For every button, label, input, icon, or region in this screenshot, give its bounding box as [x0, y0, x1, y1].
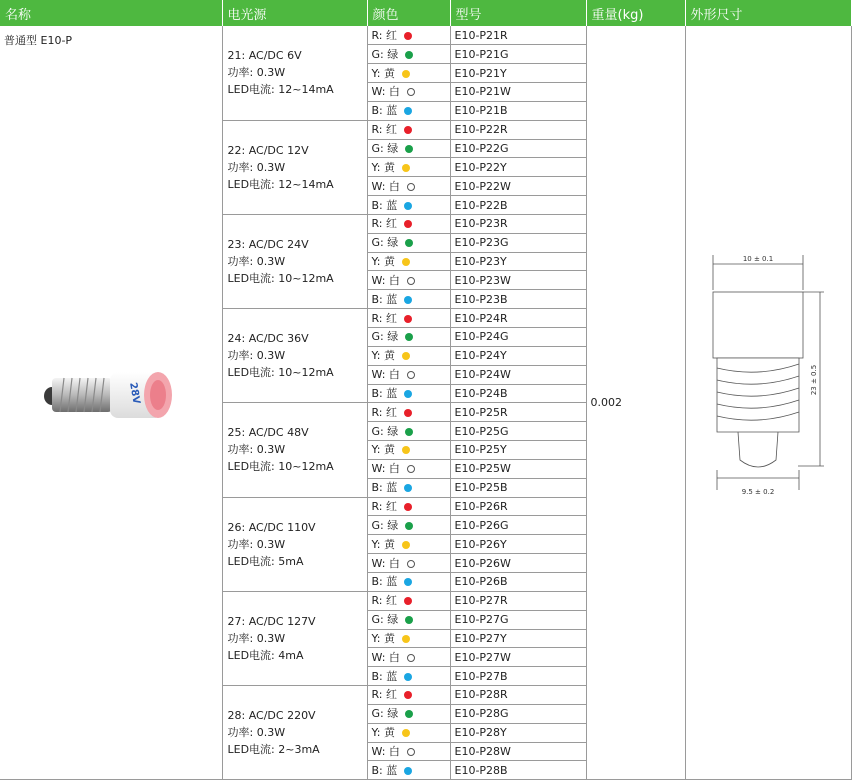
color-cell [367, 648, 450, 667]
dim-width-bottom: 9.5 ± 0.2 [741, 488, 775, 496]
color-dot-icon [405, 522, 413, 530]
model-number: E10-P28Y [450, 723, 586, 742]
color-label: R: 红 [371, 405, 398, 419]
color-cell [367, 309, 450, 328]
color-dot-icon [405, 51, 413, 59]
model-number: E10-P22B [450, 196, 586, 215]
model-number: E10-P26Y [450, 535, 586, 554]
color-cell [367, 704, 450, 723]
color-dot-icon [407, 88, 415, 96]
product-name: 普通型 E10-P [4, 34, 73, 47]
color-label: B: 蓝 [371, 669, 398, 683]
color-label: G: 绿 [371, 707, 399, 721]
header-light-source: 电光源 [222, 0, 367, 26]
color-label: G: 绿 [371, 47, 399, 61]
model-number: E10-P25B [450, 478, 586, 497]
color-cell [367, 196, 450, 215]
model-number: E10-P27W [450, 648, 586, 667]
color-dot-icon [404, 597, 412, 605]
spec-voltage: 25: AC/DC 48V [227, 426, 309, 440]
product-photo [40, 362, 180, 424]
color-dot-icon [402, 729, 410, 737]
model-number: E10-P28G [450, 704, 586, 723]
color-label: W: 白 [371, 273, 400, 287]
model-number: E10-P23Y [450, 252, 586, 271]
color-cell [367, 26, 450, 45]
model-number: E10-P23R [450, 214, 586, 233]
model-number: E10-P23G [450, 233, 586, 252]
color-label: Y: 黄 [371, 537, 395, 551]
color-dot-icon [405, 239, 413, 247]
model-number: E10-P22Y [450, 158, 586, 177]
model-number: E10-P28B [450, 761, 586, 780]
spec-voltage: 24: AC/DC 36V [227, 332, 309, 346]
color-label: B: 蓝 [371, 198, 398, 212]
color-label: Y: 黄 [371, 443, 395, 457]
color-dot-icon [404, 202, 412, 210]
color-cell [367, 365, 450, 384]
spec-voltage: 21: AC/DC 6V [227, 49, 302, 63]
model-number: E10-P21Y [450, 64, 586, 83]
color-dot-icon [402, 635, 410, 643]
color-dot-icon [404, 315, 412, 323]
color-cell [367, 667, 450, 686]
color-dot-icon [404, 220, 412, 228]
color-cell [367, 290, 450, 309]
color-dot-icon [407, 465, 415, 473]
color-dot-icon [407, 748, 415, 756]
color-cell [367, 120, 450, 139]
color-label: Y: 黄 [371, 66, 395, 80]
color-label: W: 白 [371, 556, 400, 570]
header-name: 名称 [0, 0, 222, 26]
spec-power: 功率: 0.3W [227, 726, 286, 740]
model-number: E10-P27B [450, 667, 586, 686]
photo-marking-label: 28V [127, 381, 142, 405]
color-cell [367, 761, 450, 780]
color-label: R: 红 [371, 217, 398, 231]
color-dot-icon [404, 484, 412, 492]
table-row [0, 26, 851, 45]
color-cell [367, 328, 450, 347]
color-dot-icon [405, 333, 413, 341]
model-number: E10-P25W [450, 459, 586, 478]
color-label: G: 绿 [371, 424, 399, 438]
color-label: W: 白 [371, 85, 400, 99]
color-label: R: 红 [371, 688, 398, 702]
dimension-drawing [708, 250, 828, 500]
color-label: Y: 黄 [371, 726, 395, 740]
color-cell [367, 384, 450, 403]
weight-cell: 0.002 [586, 26, 685, 780]
color-label: B: 蓝 [371, 292, 398, 306]
model-number: E10-P28W [450, 742, 586, 761]
spec-current: LED电流: 12~14mA [227, 177, 334, 191]
color-cell [367, 422, 450, 441]
color-dot-icon [405, 145, 413, 153]
model-number: E10-P26G [450, 516, 586, 535]
color-dot-icon [407, 560, 415, 568]
spec-voltage: 22: AC/DC 12V [227, 143, 309, 157]
color-cell [367, 346, 450, 365]
color-label: R: 红 [371, 28, 398, 42]
color-cell [367, 535, 450, 554]
color-label: W: 白 [371, 368, 400, 382]
color-dot-icon [402, 258, 410, 266]
color-cell [367, 139, 450, 158]
color-dot-icon [404, 32, 412, 40]
color-cell [367, 64, 450, 83]
model-number: E10-P24W [450, 365, 586, 384]
color-label: R: 红 [371, 500, 398, 514]
color-label: R: 红 [371, 594, 398, 608]
header-row [0, 0, 851, 26]
color-dot-icon [405, 616, 413, 624]
spec-power: 功率: 0.3W [227, 255, 286, 269]
model-number: E10-P26R [450, 497, 586, 516]
color-dot-icon [404, 673, 412, 681]
color-label: R: 红 [371, 123, 398, 137]
color-dot-icon [407, 371, 415, 379]
color-dot-icon [407, 654, 415, 662]
model-number: E10-P28R [450, 686, 586, 705]
color-cell [367, 441, 450, 460]
color-label: B: 蓝 [371, 763, 398, 777]
color-label: W: 白 [371, 179, 400, 193]
spec-power: 功率: 0.3W [227, 537, 286, 551]
color-label: Y: 黄 [371, 631, 395, 645]
header-model: 型号 [450, 0, 586, 26]
color-label: B: 蓝 [371, 104, 398, 118]
spec-power: 功率: 0.3W [227, 66, 286, 80]
color-dot-icon [402, 541, 410, 549]
color-cell [367, 459, 450, 478]
model-number: E10-P25G [450, 422, 586, 441]
model-number: E10-P23B [450, 290, 586, 309]
color-cell [367, 403, 450, 422]
model-number: E10-P26W [450, 554, 586, 573]
color-label: G: 绿 [371, 236, 399, 250]
spec-voltage: 27: AC/DC 127V [227, 614, 316, 628]
color-dot-icon [404, 503, 412, 511]
spec-power: 功率: 0.3W [227, 631, 286, 645]
spec-current: LED电流: 10~12mA [227, 272, 334, 286]
spec-current: LED电流: 10~12mA [227, 460, 334, 474]
light-source-spec [222, 497, 367, 591]
color-cell [367, 233, 450, 252]
color-label: G: 绿 [371, 613, 399, 627]
color-label: B: 蓝 [371, 386, 398, 400]
color-dot-icon [404, 409, 412, 417]
model-number: E10-P22G [450, 139, 586, 158]
color-cell [367, 271, 450, 290]
model-number: E10-P25Y [450, 441, 586, 460]
color-dot-icon [404, 390, 412, 398]
model-number: E10-P26B [450, 572, 586, 591]
dim-width-top: 10 ± 0.1 [742, 255, 774, 263]
light-source-spec [222, 686, 367, 780]
light-source-spec [222, 26, 367, 120]
model-number: E10-P24G [450, 328, 586, 347]
color-label: G: 绿 [371, 141, 399, 155]
color-label: W: 白 [371, 744, 400, 758]
color-label: Y: 黄 [371, 160, 395, 174]
color-dot-icon [405, 710, 413, 718]
spec-power: 功率: 0.3W [227, 349, 286, 363]
color-label: R: 红 [371, 311, 398, 325]
color-dot-icon [404, 126, 412, 134]
color-dot-icon [404, 767, 412, 775]
model-number: E10-P27R [450, 591, 586, 610]
color-dot-icon [404, 578, 412, 586]
model-number: E10-P27Y [450, 629, 586, 648]
color-cell [367, 723, 450, 742]
color-cell [367, 101, 450, 120]
color-cell [367, 83, 450, 102]
spec-current: LED电流: 10~12mA [227, 366, 334, 380]
color-label: Y: 黄 [371, 255, 395, 269]
header-color: 颜色 [367, 0, 450, 26]
color-cell [367, 478, 450, 497]
spec-voltage: 28: AC/DC 220V [227, 709, 316, 723]
spec-power: 功率: 0.3W [227, 443, 286, 457]
color-dot-icon [404, 107, 412, 115]
color-cell [367, 497, 450, 516]
spec-current: LED电流: 5mA [227, 554, 304, 568]
light-source-spec [222, 403, 367, 497]
header-weight: 重量(kg) [586, 0, 685, 26]
color-dot-icon [402, 446, 410, 454]
color-cell [367, 158, 450, 177]
color-cell [367, 742, 450, 761]
model-number: E10-P23W [450, 271, 586, 290]
color-label: G: 绿 [371, 330, 399, 344]
model-number: E10-P22R [450, 120, 586, 139]
spec-current: LED电流: 12~14mA [227, 83, 334, 97]
color-label: W: 白 [371, 462, 400, 476]
light-source-spec [222, 309, 367, 403]
color-cell [367, 516, 450, 535]
spec-current: LED电流: 4mA [227, 648, 304, 662]
color-dot-icon [402, 352, 410, 360]
model-number: E10-P25R [450, 403, 586, 422]
header-dimensions: 外形尺寸 [685, 0, 851, 26]
light-source-spec [222, 120, 367, 214]
color-cell [367, 629, 450, 648]
spec-voltage: 23: AC/DC 24V [227, 238, 309, 252]
model-number: E10-P24B [450, 384, 586, 403]
model-number: E10-P21R [450, 26, 586, 45]
color-cell [367, 686, 450, 705]
model-number: E10-P21W [450, 83, 586, 102]
light-source-spec [222, 591, 367, 685]
color-dot-icon [404, 296, 412, 304]
color-label: G: 绿 [371, 518, 399, 532]
dim-height: 23 ± 0.5 [810, 364, 818, 396]
color-cell [367, 554, 450, 573]
color-cell [367, 45, 450, 64]
color-cell [367, 214, 450, 233]
spec-voltage: 26: AC/DC 110V [227, 520, 316, 534]
model-number: E10-P24Y [450, 346, 586, 365]
color-cell [367, 177, 450, 196]
model-number: E10-P21G [450, 45, 586, 64]
color-dot-icon [402, 164, 410, 172]
model-number: E10-P21B [450, 101, 586, 120]
color-label: B: 蓝 [371, 481, 398, 495]
color-dot-icon [402, 70, 410, 78]
color-cell [367, 572, 450, 591]
model-number: E10-P22W [450, 177, 586, 196]
color-dot-icon [405, 428, 413, 436]
model-number: E10-P27G [450, 610, 586, 629]
model-number: E10-P24R [450, 309, 586, 328]
spec-current: LED电流: 2~3mA [227, 743, 320, 757]
color-cell [367, 610, 450, 629]
color-dot-icon [407, 183, 415, 191]
light-source-spec [222, 214, 367, 308]
color-label: Y: 黄 [371, 349, 395, 363]
spec-power: 功率: 0.3W [227, 160, 286, 174]
color-label: W: 白 [371, 650, 400, 664]
color-cell [367, 252, 450, 271]
color-cell [367, 591, 450, 610]
color-label: B: 蓝 [371, 575, 398, 589]
color-dot-icon [404, 691, 412, 699]
color-dot-icon [407, 277, 415, 285]
